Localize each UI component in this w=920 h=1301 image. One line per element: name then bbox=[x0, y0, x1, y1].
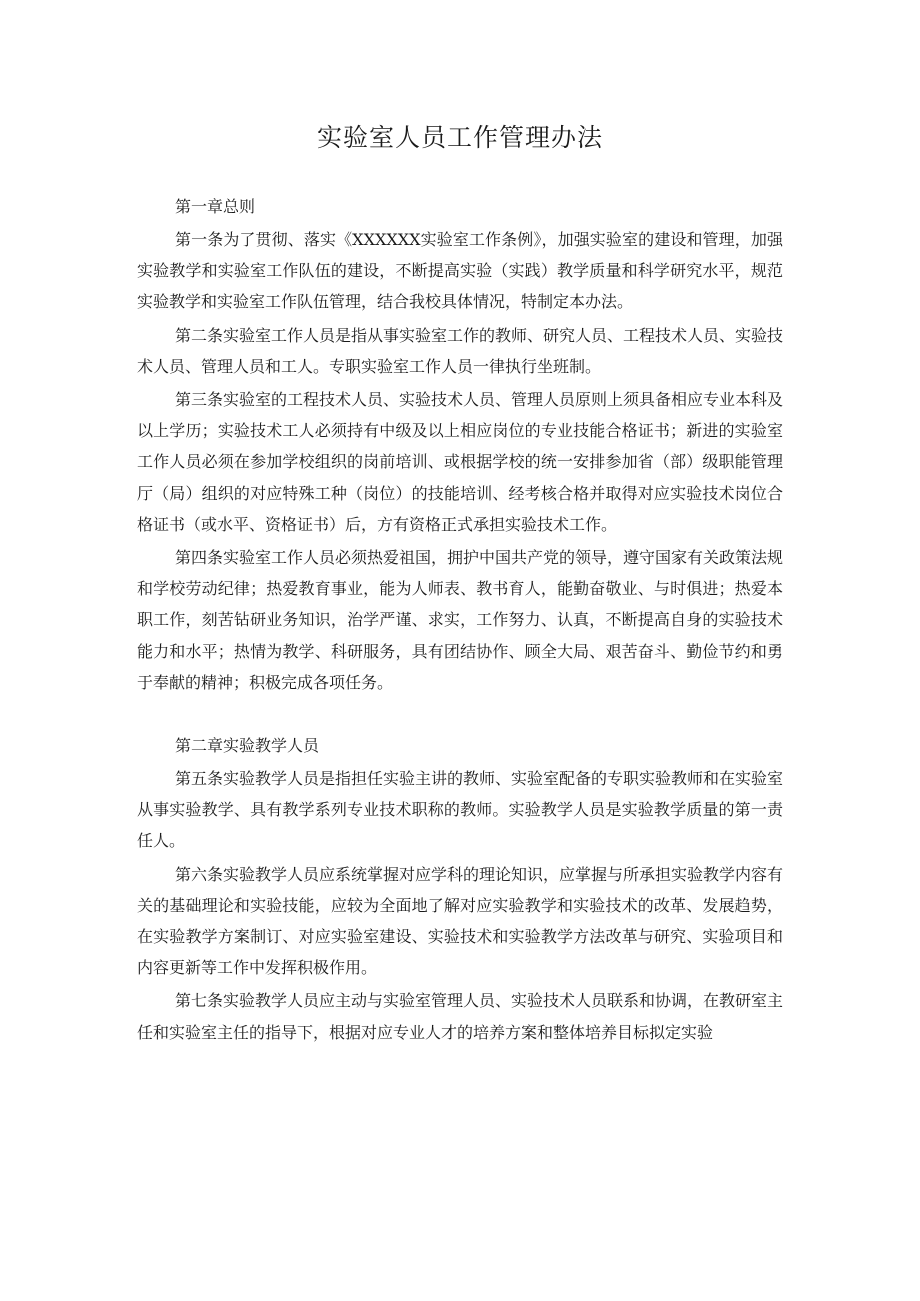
article-5: 第五条实验教学人员是指担任实验主讲的教师、实验室配备的专职实验教师和在实验室从事实验教学、具有教学系列专业技术职称的教师。实验教学人员是实验教学质量的第一责任人。 bbox=[137, 769, 784, 851]
article-6: 第六条实验教学人员应系统掌握对应学科的理论知识，应掌握与所承担实验教学内容有关的基础理论和实验技能，应较为全面地了解对应实验教学和实验技术的改革、发展趋势，在实验教学方案制订、对应实验室建设、实验技术和实验教学方法改革与研究、实验项目和内容更新等工作中发挥积极作用。 bbox=[137, 864, 784, 978]
document-title: 实验室人员工作管理办法 bbox=[316, 123, 603, 152]
article-7: 第七条实验教学人员应主动与实验室管理人员、实验技术人员联系和协调，在教研室主任和实验室主任的指导下，根据对应专业人才的培养方案和整体培养目标拟定实验 bbox=[137, 991, 784, 1042]
chapter-heading-2: 第二章实验教学人员 bbox=[175, 736, 320, 756]
article-3: 第三条实验室的工程技术人员、实验技术人员、管理人员原则上须具备相应专业本科及以上学历；实验技术工人必须持有中级及以上相应岗位的专业技能合格证书；新进的实验室工作人员必须在参加学校组织的岗前培训、或根据学校的统一安排参加省（部）级职能管理厅（局）组织的对应特殊工种（岗位）的技能培训、经考核合格并取得对应实验技术岗位合格证书（或水平、资格证书）后，方有资格正式承担实验技术工作。 bbox=[137, 390, 784, 534]
article-4: 第四条实验室工作人员必须热爱祖国，拥护中国共产党的领导，遵守国家有关政策法规和学校劳动纪律；热爱教育事业，能为人师表、教书育人，能勤奋敬业、与时俱进；热爱本职工作，刻苦钻研业务知识，治学严谨、求实，工作努力、认真，不断提高自身的实验技术能力和水平；热情为教学、科研服务，具有团结协作、顾全大局、艰苦奋斗、勤俭节约和勇于奉献的精神；积极完成各项任务。 bbox=[137, 548, 784, 692]
chapter-heading-1: 第一章总则 bbox=[175, 197, 256, 216]
document-body bbox=[137, 192, 783, 1048]
article-1: 第一条为了贯彻、落实《XXXXXX实验室工作条例》，加强实验室的建设和管理，加强实验教学和实验室工作队伍的建设，不断提高实验（实践）教学质量和科学研究水平，规范实验教学和实验室工作队伍管理，结合我校具体情况，特制定本办法。 bbox=[137, 230, 783, 312]
article-2: 第二条实验室工作人员是指从事实验室工作的教师、研究人员、工程技术人员、实验技术人员、管理人员和工人。专职实验室工作人员一律执行坐班制。 bbox=[137, 325, 784, 376]
